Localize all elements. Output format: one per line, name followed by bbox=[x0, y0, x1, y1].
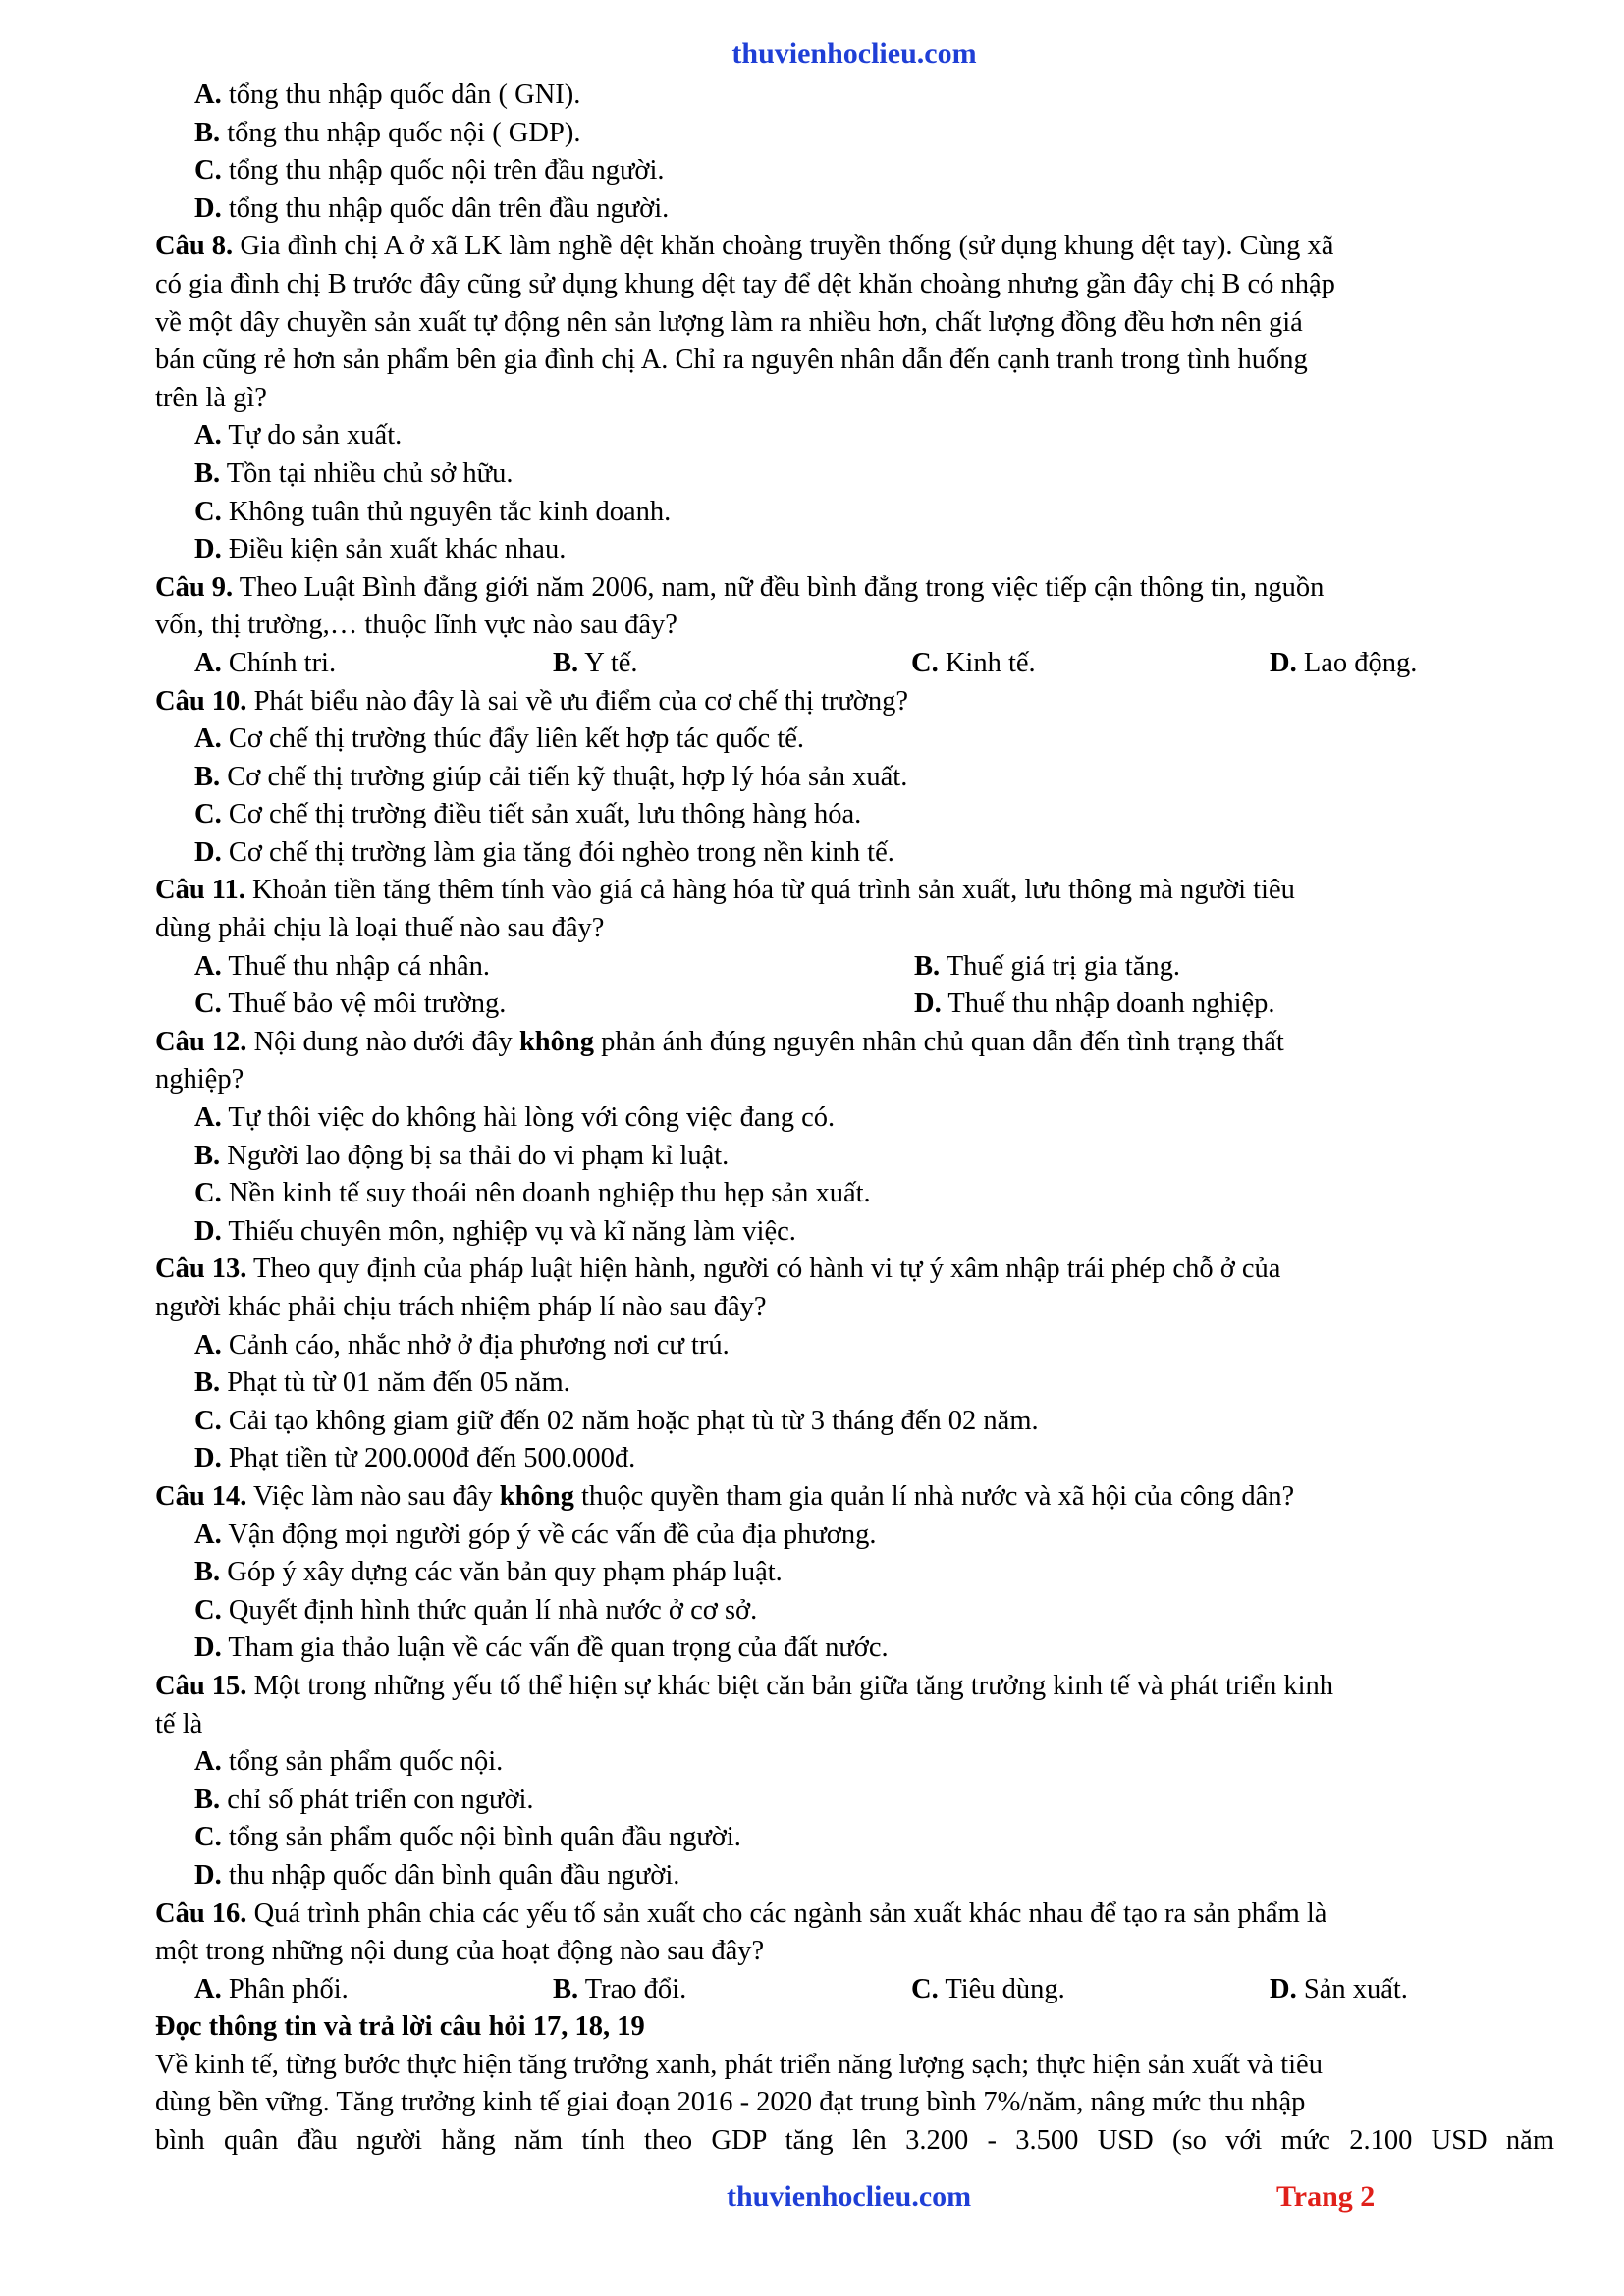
question-15-stem-line: tế là bbox=[155, 1708, 203, 1739]
question-12 bbox=[155, 1024, 1554, 1252]
question-14-stem-line: Câu 14. Việc làm nào sau đây không thuộc quyền tham gia quản lí nhà nước và xã hội của công dân? bbox=[155, 1480, 1295, 1512]
option-14d: D. Tham gia thảo luận về các vấn đề quan trọng của đất nước. bbox=[194, 1632, 889, 1664]
question-8-stem-line: về một dây chuyền sản xuất tự động nên sản lượng làm ra nhiều hơn, chất lượng đồng đều hơn nên giá bbox=[155, 306, 1303, 338]
option-15b: B. chỉ số phát triển con người. bbox=[194, 1784, 534, 1815]
option-15c: C. tổng sản phẩm quốc nội bình quân đầu người. bbox=[194, 1822, 741, 1853]
reading-section bbox=[155, 2008, 1554, 2160]
option-9a: A. Chính tri. bbox=[194, 647, 337, 678]
option-7d: D. tổng thu nhập quốc dân trên đầu người. bbox=[194, 192, 670, 224]
question-9-options bbox=[155, 645, 1554, 683]
option-7c: C. tổng thu nhập quốc nội trên đầu người. bbox=[194, 155, 665, 187]
question-11-options-row bbox=[155, 986, 1554, 1024]
option-13d: D. Phạt tiền từ 200.000đ đến 500.000đ. bbox=[194, 1443, 636, 1474]
option-16b: B. Trao đổi. bbox=[553, 1973, 687, 2004]
question-8 bbox=[155, 228, 1554, 568]
question-11-stem-line: Câu 11. Khoản tiền tăng thêm tính vào giá cả hàng hóa từ quá trình sản xuất, lưu thông mà người tiêu bbox=[155, 875, 1295, 906]
option-11c: C. Thuế bảo vệ môi trường. bbox=[194, 988, 507, 1020]
reading-paragraph-line: Về kinh tế, từng bước thực hiện tăng trưởng xanh, phát triển năng lượng sạch; thực hiện sản xuất và tiêu bbox=[155, 2049, 1323, 2080]
question-11-stem-line: dùng phải chịu là loại thuế nào sau đây? bbox=[155, 913, 605, 944]
option-8a: A. Tự do sản xuất. bbox=[194, 420, 403, 452]
question-15 bbox=[155, 1668, 1554, 1896]
question-8-stem-line: có gia đình chị B trước đây cũng sử dụng khung dệt tay để dệt khăn choàng nhưng gần đây chị B có nhập bbox=[155, 268, 1335, 299]
question-13-stem-line: người khác phải chịu trách nhiệm pháp lí nào sau đây? bbox=[155, 1292, 767, 1322]
question-12-stem-line: nghiệp? bbox=[155, 1064, 244, 1095]
option-13c: C. Cải tạo không giam giữ đến 02 năm hoặc phạt tù từ 3 tháng đến 02 năm. bbox=[194, 1405, 1039, 1436]
option-11b: B. Thuế giá trị gia tăng. bbox=[914, 950, 1180, 982]
option-7b: B. tổng thu nhập quốc nội ( GDP). bbox=[194, 117, 581, 148]
option-9b: B. Y tế. bbox=[553, 647, 638, 678]
option-8b: B. Tồn tại nhiều chủ sở hữu. bbox=[194, 457, 514, 489]
question-16-stem-line: một trong những nội dung của hoạt động nào sau đây? bbox=[155, 1936, 765, 1967]
option-16d: D. Sản xuất. bbox=[1270, 1973, 1408, 2004]
exam-content bbox=[155, 77, 1554, 2161]
question-12-stem-line: Câu 12. Nội dung nào dưới đây không phản ánh đúng nguyên nhân chủ quan dẫn đến tình trạng thất bbox=[155, 1026, 1284, 1057]
question-9 bbox=[155, 569, 1554, 683]
question-10-stem-line: Câu 10. Phát biểu nào đây là sai về ưu điểm của cơ chế thị trường? bbox=[155, 685, 909, 717]
option-16c: C. Tiêu dùng. bbox=[911, 1973, 1065, 2004]
option-13a: A. Cảnh cáo, nhắc nhở ở địa phương nơi cư trú. bbox=[194, 1329, 730, 1361]
option-14a: A. Vận động mọi người góp ý về các vấn đề của địa phương. bbox=[194, 1519, 877, 1550]
option-9c: C. Kinh tế. bbox=[911, 647, 1036, 678]
option-10a: A. Cơ chế thị trường thúc đẩy liên kết hợp tác quốc tế. bbox=[194, 723, 805, 755]
option-15d: D. thu nhập quốc dân bình quân đầu người. bbox=[194, 1859, 680, 1891]
question-8-stem-line: trên là gì? bbox=[155, 382, 267, 413]
option-14b: B. Góp ý xây dựng các văn bản quy phạm pháp luật. bbox=[194, 1557, 783, 1588]
question-14 bbox=[155, 1478, 1554, 1668]
question-7-options bbox=[155, 77, 1554, 228]
question-15-stem-line: Câu 15. Một trong những yếu tố thể hiện sự khác biệt căn bản giữa tăng trưởng kinh tế và phát triển kinh bbox=[155, 1670, 1334, 1701]
page-number: Trang 2 bbox=[1276, 2180, 1376, 2213]
question-9-stem-line: vốn, thị trường,… thuộc lĩnh vực nào sau đây? bbox=[155, 610, 677, 641]
option-13b: B. Phạt tù từ 01 năm đến 05 năm. bbox=[194, 1367, 570, 1399]
option-10b: B. Cơ chế thị trường giúp cải tiến kỹ thuật, hợp lý hóa sản xuất. bbox=[194, 761, 908, 792]
option-12a: A. Tự thôi việc do không hài lòng với công việc đang có. bbox=[194, 1102, 836, 1134]
question-11 bbox=[155, 872, 1554, 1023]
question-16-options bbox=[155, 1971, 1554, 2009]
option-16a: A. Phân phối. bbox=[194, 1973, 349, 2004]
option-12c: C. Nền kinh tế suy thoái nên doanh nghiệp thu hẹp sản xuất. bbox=[194, 1178, 871, 1209]
reading-heading: Đọc thông tin và trả lời câu hỏi 17, 18, 19 bbox=[155, 2011, 645, 2043]
option-8d: D. Điều kiện sản xuất khác nhau. bbox=[194, 534, 567, 565]
option-11d: D. Thuế thu nhập doanh nghiệp. bbox=[914, 988, 1275, 1020]
option-10d: D. Cơ chế thị trường làm gia tăng đói nghèo trong nền kinh tế. bbox=[194, 836, 894, 868]
option-7a: A. tổng thu nhập quốc dân ( GNI). bbox=[194, 80, 581, 110]
option-12d: D. Thiếu chuyên môn, nghiệp vụ và kĩ năng làm việc. bbox=[194, 1215, 796, 1247]
question-8-stem-line: Câu 8. Gia đình chị A ở xã LK làm nghề dệt khăn choàng truyền thống (sử dụng khung dệt tay). Cùng xã bbox=[155, 231, 1334, 262]
question-13-stem-line: Câu 13. Theo quy định của pháp luật hiện hành, người có hành vi tự ý xâm nhập trái phép chỗ ở của bbox=[155, 1254, 1281, 1285]
option-10c: C. Cơ chế thị trường điều tiết sản xuất, lưu thông hàng hóa. bbox=[194, 799, 862, 830]
reading-paragraph-line: bình quân đầu người hằng năm tính theo GDP tăng lên 3.200 - 3.500 USD (so với mức 2.100 USD năm bbox=[155, 2125, 1554, 2157]
question-13 bbox=[155, 1251, 1554, 1478]
question-8-stem-line: bán cũng rẻ hơn sản phẩm bên gia đình chị A. Chỉ ra nguyên nhân dẫn đến cạnh tranh trong tình huống bbox=[155, 345, 1308, 376]
option-15a: A. tổng sản phẩm quốc nội. bbox=[194, 1746, 504, 1778]
site-header-link[interactable]: thuvienhoclieu.com bbox=[731, 37, 977, 70]
question-10 bbox=[155, 683, 1554, 873]
option-9d: D. Lao động. bbox=[1270, 647, 1418, 678]
question-9-stem-line: Câu 9. Theo Luật Bình đẳng giới năm 2006, nam, nữ đều bình đẳng trong việc tiếp cận thông tin, nguồn bbox=[155, 571, 1325, 603]
footer-site-link[interactable]: thuvienhoclieu.com bbox=[727, 2180, 972, 2213]
question-11-options-row bbox=[155, 948, 1554, 987]
option-14c: C. Quyết định hình thức quản lí nhà nước ở cơ sở. bbox=[194, 1594, 758, 1626]
option-8c: C. Không tuân thủ nguyên tắc kinh doanh. bbox=[194, 496, 672, 527]
option-11a: A. Thuế thu nhập cá nhân. bbox=[194, 950, 491, 982]
question-16-stem-line: Câu 16. Quá trình phân chia các yếu tố sản xuất cho các ngành sản xuất khác nhau để tạo ra sản phẩm là bbox=[155, 1897, 1327, 1929]
question-16 bbox=[155, 1896, 1554, 2009]
option-12b: B. Người lao động bị sa thải do vi phạm kỉ luật. bbox=[194, 1140, 730, 1171]
reading-paragraph-line: dùng bền vững. Tăng trưởng kinh tế giai đoạn 2016 - 2020 đạt trung bình 7%/năm, nâng mức thu nhập bbox=[155, 2087, 1306, 2118]
